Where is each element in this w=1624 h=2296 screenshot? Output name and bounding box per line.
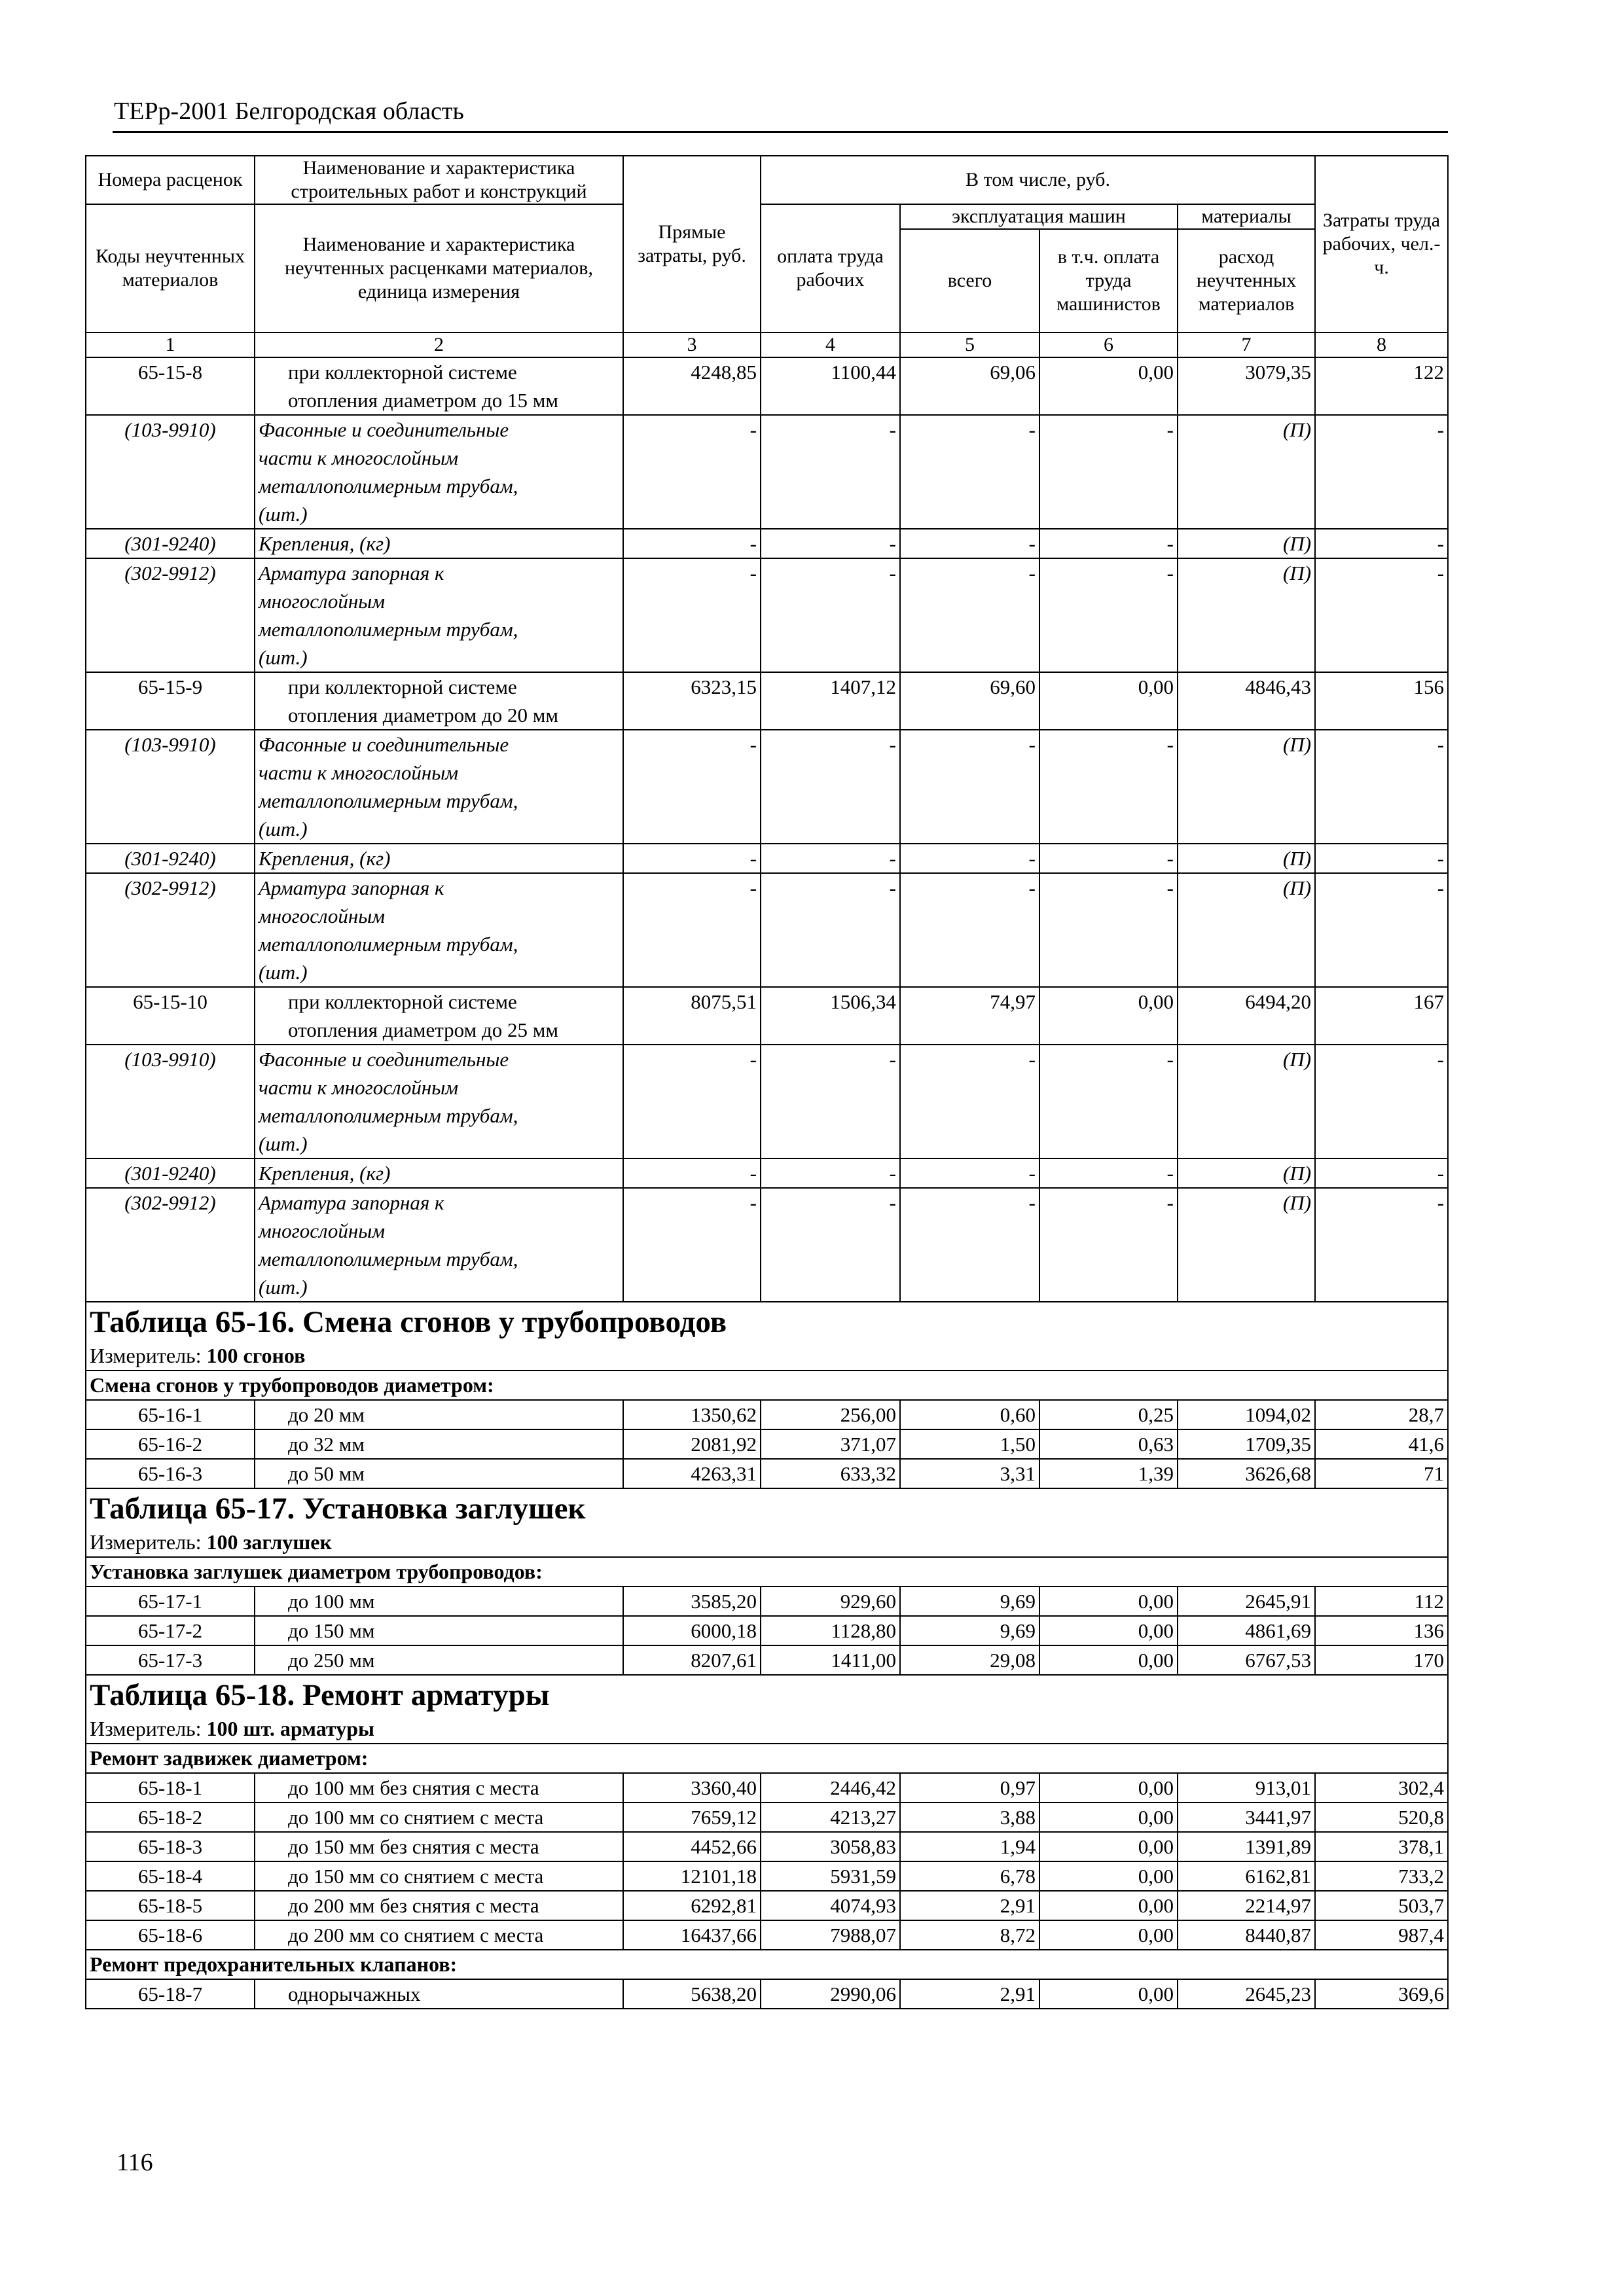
material-code: (301-9240) xyxy=(86,529,255,558)
table-65-18 xyxy=(86,1675,1448,2009)
material-mark: (П) xyxy=(1178,558,1315,672)
machines-labor: 0,00 xyxy=(1039,357,1178,415)
table-row xyxy=(86,1429,1448,1459)
dash: - xyxy=(900,529,1039,558)
rate-code: 65-18-2 xyxy=(86,1803,255,1832)
labor-pay: 1407,12 xyxy=(761,672,900,730)
material-name: Крепления, (кг) xyxy=(255,529,623,558)
machines-labor: 0,00 xyxy=(1039,1616,1178,1645)
machines-total: 1,94 xyxy=(900,1832,1039,1861)
dash: - xyxy=(623,415,761,529)
page-number: 116 xyxy=(117,2149,153,2176)
material-row xyxy=(86,730,1448,844)
dash: - xyxy=(900,415,1039,529)
direct-cost: 16437,66 xyxy=(623,1920,761,1950)
material-row xyxy=(86,529,1448,558)
material-mark: (П) xyxy=(1178,730,1315,844)
table-row xyxy=(86,1400,1448,1429)
col-direct-costs: Прямые затраты, руб. xyxy=(623,156,761,332)
dash: - xyxy=(1039,529,1178,558)
work-name: до 150 мм со снятием с места xyxy=(255,1861,623,1891)
dash: - xyxy=(900,730,1039,844)
dash: - xyxy=(1315,1045,1448,1158)
labor-pay: 3058,83 xyxy=(761,1832,900,1861)
table-row xyxy=(86,1832,1448,1861)
col-work-name: Наименование и характеристика строительных работ и конструкций xyxy=(255,156,623,204)
machines-total: 6,78 xyxy=(900,1861,1039,1891)
direct-cost: 1350,62 xyxy=(623,1400,761,1429)
dash: - xyxy=(1315,558,1448,672)
material-code: (302-9912) xyxy=(86,558,255,672)
labor-hours: 167 xyxy=(1315,987,1448,1045)
labor-pay: 1506,34 xyxy=(761,987,900,1045)
work-name: до 150 мм xyxy=(255,1616,623,1645)
machines-total: 9,69 xyxy=(900,1616,1039,1645)
dash: - xyxy=(623,844,761,873)
dash: - xyxy=(761,1188,900,1302)
rate-code: 65-18-7 xyxy=(86,1979,255,2009)
material-name: Фасонные и соединительные части к многослойным металлополимерным трубам, (шт.) xyxy=(255,730,623,844)
work-name: однорычажных xyxy=(255,1979,623,2009)
dash: - xyxy=(1315,844,1448,873)
work-name: при коллекторной системе отопления диаметром до 25 мм xyxy=(255,987,623,1045)
dash: - xyxy=(900,873,1039,987)
machines-labor: 0,00 xyxy=(1039,1587,1178,1616)
material-mark: (П) xyxy=(1178,844,1315,873)
meter-label: Измеритель: xyxy=(90,1717,202,1740)
table-title: Таблица 65-18. Ремонт арматуры xyxy=(86,1675,1448,1715)
direct-cost: 4452,66 xyxy=(623,1832,761,1861)
dash: - xyxy=(1315,1188,1448,1302)
labor-pay: 1128,80 xyxy=(761,1616,900,1645)
labor-hours: 520,8 xyxy=(1315,1803,1448,1832)
work-name: при коллекторной системе отопления диаметром до 20 мм xyxy=(255,672,623,730)
direct-cost: 3585,20 xyxy=(623,1587,761,1616)
col-labor-costs: Затраты труда рабочих, чел.-ч. xyxy=(1315,156,1448,332)
machines-total: 69,06 xyxy=(900,357,1039,415)
direct-cost: 4248,85 xyxy=(623,357,761,415)
dash: - xyxy=(900,1158,1039,1188)
rate-code: 65-15-10 xyxy=(86,987,255,1045)
dash: - xyxy=(623,1045,761,1158)
dash: - xyxy=(623,558,761,672)
machines-labor: 0,25 xyxy=(1039,1400,1178,1429)
work-name: до 32 мм xyxy=(255,1429,623,1459)
materials-cost: 3626,68 xyxy=(1178,1459,1315,1488)
materials-cost: 4846,43 xyxy=(1178,672,1315,730)
table-header xyxy=(86,156,1448,357)
machines-labor: 0,00 xyxy=(1039,1891,1178,1920)
dash: - xyxy=(761,844,900,873)
rate-code: 65-15-9 xyxy=(86,672,255,730)
dash: - xyxy=(1315,873,1448,987)
rate-code: 65-17-3 xyxy=(86,1645,255,1675)
material-name: Фасонные и соединительные части к многослойным металлополимерным трубам, (шт.) xyxy=(255,1045,623,1158)
table-row xyxy=(86,1587,1448,1616)
material-row xyxy=(86,558,1448,672)
labor-hours: 122 xyxy=(1315,357,1448,415)
col-materials: материалы xyxy=(1178,204,1315,229)
work-name: до 100 мм со снятием с места xyxy=(255,1803,623,1832)
table-row xyxy=(86,1803,1448,1832)
meter-value: 100 сгонов xyxy=(206,1344,306,1367)
machines-labor: 0,00 xyxy=(1039,1773,1178,1803)
materials-cost: 4861,69 xyxy=(1178,1616,1315,1645)
labor-pay: 371,07 xyxy=(761,1429,900,1459)
subsection-title: Ремонт предохранительных клапанов: xyxy=(86,1950,1448,1979)
materials-cost: 913,01 xyxy=(1178,1773,1315,1803)
machines-total: 8,72 xyxy=(900,1920,1039,1950)
dash: - xyxy=(623,529,761,558)
col-num: 4 xyxy=(761,332,900,357)
col-num: 7 xyxy=(1178,332,1315,357)
material-code: (103-9910) xyxy=(86,415,255,529)
rate-code: 65-16-3 xyxy=(86,1459,255,1488)
table-row xyxy=(86,1773,1448,1803)
col-num: 8 xyxy=(1315,332,1448,357)
labor-hours: 369,6 xyxy=(1315,1979,1448,2009)
work-name: до 50 мм xyxy=(255,1459,623,1488)
meter-value: 100 шт. арматуры xyxy=(206,1717,374,1740)
work-name: до 100 мм xyxy=(255,1587,623,1616)
machines-total: 3,88 xyxy=(900,1803,1039,1832)
material-mark: (П) xyxy=(1178,1158,1315,1188)
col-in-that: В том числе, руб. xyxy=(761,156,1315,204)
table-row xyxy=(86,1920,1448,1950)
machines-labor: 0,63 xyxy=(1039,1429,1178,1459)
rate-code: 65-18-4 xyxy=(86,1861,255,1891)
machines-total: 0,97 xyxy=(900,1773,1039,1803)
dash: - xyxy=(1039,844,1178,873)
labor-hours: 170 xyxy=(1315,1645,1448,1675)
table-65-16 xyxy=(86,1302,1448,1488)
machines-total: 1,50 xyxy=(900,1429,1039,1459)
labor-pay: 633,32 xyxy=(761,1459,900,1488)
machines-total: 74,97 xyxy=(900,987,1039,1045)
meter-value: 100 заглушек xyxy=(206,1530,332,1554)
labor-hours: 733,2 xyxy=(1315,1861,1448,1891)
dash: - xyxy=(1315,415,1448,529)
direct-cost: 2081,92 xyxy=(623,1429,761,1459)
material-row xyxy=(86,844,1448,873)
dash: - xyxy=(900,1188,1039,1302)
header-rule xyxy=(113,131,1448,133)
material-name: Крепления, (кг) xyxy=(255,844,623,873)
dash: - xyxy=(900,1045,1039,1158)
col-labor-pay: оплата труда рабочих xyxy=(761,204,900,332)
machines-labor: 0,00 xyxy=(1039,1861,1178,1891)
col-rate-numbers: Номера расценок xyxy=(86,156,255,204)
machines-labor: 0,00 xyxy=(1039,1803,1178,1832)
dash: - xyxy=(761,415,900,529)
col-num: 5 xyxy=(900,332,1039,357)
dash: - xyxy=(1039,1045,1178,1158)
dash: - xyxy=(623,1188,761,1302)
table-row xyxy=(86,987,1448,1045)
labor-pay: 1411,00 xyxy=(761,1645,900,1675)
rate-code: 65-16-1 xyxy=(86,1400,255,1429)
material-code: (103-9910) xyxy=(86,1045,255,1158)
labor-pay: 2990,06 xyxy=(761,1979,900,2009)
material-name: Фасонные и соединительные части к многослойным металлополимерным трубам, (шт.) xyxy=(255,415,623,529)
subsection-title: Установка заглушек диаметром трубопроводов: xyxy=(86,1557,1448,1587)
rate-code: 65-16-2 xyxy=(86,1429,255,1459)
rate-code: 65-18-1 xyxy=(86,1773,255,1803)
materials-cost: 3441,97 xyxy=(1178,1803,1315,1832)
dash: - xyxy=(1315,1158,1448,1188)
labor-hours: 987,4 xyxy=(1315,1920,1448,1950)
direct-cost: 7659,12 xyxy=(623,1803,761,1832)
direct-cost: 4263,31 xyxy=(623,1459,761,1488)
material-code: (301-9240) xyxy=(86,844,255,873)
dash: - xyxy=(1315,529,1448,558)
table-65-17 xyxy=(86,1488,1448,1675)
labor-pay: 7988,07 xyxy=(761,1920,900,1950)
material-row xyxy=(86,873,1448,987)
table-meter xyxy=(86,1528,1448,1557)
direct-cost: 6323,15 xyxy=(623,672,761,730)
direct-cost: 12101,18 xyxy=(623,1861,761,1891)
labor-pay: 4213,27 xyxy=(761,1803,900,1832)
col-materials-use: расход неучтенных материалов xyxy=(1178,229,1315,332)
rate-code: 65-18-6 xyxy=(86,1920,255,1950)
rate-code: 65-15-8 xyxy=(86,357,255,415)
price-table xyxy=(85,155,1449,2009)
machines-total: 9,69 xyxy=(900,1587,1039,1616)
rate-code: 65-18-3 xyxy=(86,1832,255,1861)
col-machines-labor: в т.ч. оплата труда машинистов xyxy=(1039,229,1178,332)
materials-cost: 6162,81 xyxy=(1178,1861,1315,1891)
machines-labor: 0,00 xyxy=(1039,1645,1178,1675)
dash: - xyxy=(761,1045,900,1158)
labor-hours: 378,1 xyxy=(1315,1832,1448,1861)
labor-hours: 28,7 xyxy=(1315,1400,1448,1429)
machines-labor: 0,00 xyxy=(1039,987,1178,1045)
machines-labor: 0,00 xyxy=(1039,1920,1178,1950)
table-row xyxy=(86,672,1448,730)
material-name: Арматура запорная к многослойным металлополимерным трубам, (шт.) xyxy=(255,873,623,987)
material-code: (302-9912) xyxy=(86,1188,255,1302)
labor-pay: 4074,93 xyxy=(761,1891,900,1920)
material-mark: (П) xyxy=(1178,873,1315,987)
material-row xyxy=(86,1188,1448,1302)
col-num: 2 xyxy=(255,332,623,357)
direct-cost: 3360,40 xyxy=(623,1773,761,1803)
materials-cost: 8440,87 xyxy=(1178,1920,1315,1950)
materials-cost: 2645,23 xyxy=(1178,1979,1315,2009)
direct-cost: 8207,61 xyxy=(623,1645,761,1675)
materials-cost: 2645,91 xyxy=(1178,1587,1315,1616)
material-name: Арматура запорная к многослойным металлополимерным трубам, (шт.) xyxy=(255,558,623,672)
material-code: (103-9910) xyxy=(86,730,255,844)
rate-code: 65-17-2 xyxy=(86,1616,255,1645)
table-title: Таблица 65-17. Установка заглушек xyxy=(86,1488,1448,1528)
dash: - xyxy=(1039,1158,1178,1188)
dash: - xyxy=(900,558,1039,672)
table-row xyxy=(86,1979,1448,2009)
col-num: 6 xyxy=(1039,332,1178,357)
dash: - xyxy=(623,1158,761,1188)
direct-cost: 6292,81 xyxy=(623,1891,761,1920)
material-name: Крепления, (кг) xyxy=(255,1158,623,1188)
col-machines-total: всего xyxy=(900,229,1039,332)
dash: - xyxy=(761,730,900,844)
rate-code: 65-18-5 xyxy=(86,1891,255,1920)
work-name: до 200 мм со снятием с места xyxy=(255,1920,623,1950)
work-name: до 20 мм xyxy=(255,1400,623,1429)
col-num: 3 xyxy=(623,332,761,357)
table-row xyxy=(86,1459,1448,1488)
meter-label: Измеритель: xyxy=(90,1530,202,1554)
table-title: Таблица 65-16. Смена сгонов у трубопроводов xyxy=(86,1302,1448,1342)
labor-pay: 256,00 xyxy=(761,1400,900,1429)
dash: - xyxy=(761,529,900,558)
table-row xyxy=(86,1645,1448,1675)
machines-total: 69,60 xyxy=(900,672,1039,730)
direct-cost: 8075,51 xyxy=(623,987,761,1045)
work-name: до 150 мм без снятия с места xyxy=(255,1832,623,1861)
materials-cost: 1391,89 xyxy=(1178,1832,1315,1861)
table-row xyxy=(86,1616,1448,1645)
machines-labor: 0,00 xyxy=(1039,1832,1178,1861)
table-meter xyxy=(86,1715,1448,1744)
material-code: (302-9912) xyxy=(86,873,255,987)
labor-pay: 5931,59 xyxy=(761,1861,900,1891)
materials-cost: 6767,53 xyxy=(1178,1645,1315,1675)
dash: - xyxy=(1039,873,1178,987)
machines-total: 29,08 xyxy=(900,1645,1039,1675)
machines-total: 0,60 xyxy=(900,1400,1039,1429)
dash: - xyxy=(900,844,1039,873)
materials-cost: 2214,97 xyxy=(1178,1891,1315,1920)
direct-cost: 6000,18 xyxy=(623,1616,761,1645)
col-machines: эксплуатация машин xyxy=(900,204,1178,229)
labor-pay: 929,60 xyxy=(761,1587,900,1616)
dash: - xyxy=(761,558,900,672)
material-mark: (П) xyxy=(1178,1188,1315,1302)
material-name: Арматура запорная к многослойным металлополимерным трубам, (шт.) xyxy=(255,1188,623,1302)
dash: - xyxy=(1315,730,1448,844)
work-name: до 250 мм xyxy=(255,1645,623,1675)
labor-hours: 503,7 xyxy=(1315,1891,1448,1920)
dash: - xyxy=(623,730,761,844)
dash: - xyxy=(761,873,900,987)
materials-cost: 1709,35 xyxy=(1178,1429,1315,1459)
table-meter xyxy=(86,1342,1448,1371)
labor-pay: 1100,44 xyxy=(761,357,900,415)
machines-labor: 1,39 xyxy=(1039,1459,1178,1488)
labor-hours: 41,6 xyxy=(1315,1429,1448,1459)
material-mark: (П) xyxy=(1178,529,1315,558)
direct-cost: 5638,20 xyxy=(623,1979,761,2009)
dash: - xyxy=(623,873,761,987)
table-row xyxy=(86,1861,1448,1891)
labor-hours: 112 xyxy=(1315,1587,1448,1616)
machines-labor: 0,00 xyxy=(1039,672,1178,730)
material-mark: (П) xyxy=(1178,415,1315,529)
dash: - xyxy=(1039,558,1178,672)
materials-cost: 6494,20 xyxy=(1178,987,1315,1045)
page-header-title: ТЕРр-2001 Белгородская область xyxy=(114,98,464,125)
machines-total: 2,91 xyxy=(900,1891,1039,1920)
material-row xyxy=(86,1045,1448,1158)
labor-hours: 71 xyxy=(1315,1459,1448,1488)
machines-total: 2,91 xyxy=(900,1979,1039,2009)
labor-hours: 156 xyxy=(1315,672,1448,730)
dash: - xyxy=(1039,415,1178,529)
dash: - xyxy=(1039,730,1178,844)
material-mark: (П) xyxy=(1178,1045,1315,1158)
work-name: до 100 мм без снятия с места xyxy=(255,1773,623,1803)
col-num: 1 xyxy=(86,332,255,357)
materials-cost: 1094,02 xyxy=(1178,1400,1315,1429)
material-code: (301-9240) xyxy=(86,1158,255,1188)
material-row xyxy=(86,415,1448,529)
machines-labor: 0,00 xyxy=(1039,1979,1178,2009)
block-65-15 xyxy=(86,357,1448,1302)
subsection-title: Ремонт задвижек диаметром: xyxy=(86,1744,1448,1773)
dash: - xyxy=(761,1158,900,1188)
col-material-names: Наименование и характеристика неучтенных расценками материалов, единица измерения xyxy=(255,204,623,332)
work-name: до 200 мм без снятия с места xyxy=(255,1891,623,1920)
table-row xyxy=(86,1891,1448,1920)
meter-label: Измеритель: xyxy=(90,1344,202,1367)
dash: - xyxy=(1039,1188,1178,1302)
table-row xyxy=(86,357,1448,415)
work-name: при коллекторной системе отопления диаметром до 15 мм xyxy=(255,357,623,415)
labor-hours: 302,4 xyxy=(1315,1773,1448,1803)
rate-code: 65-17-1 xyxy=(86,1587,255,1616)
material-row xyxy=(86,1158,1448,1188)
col-material-codes: Коды неучтенных материалов xyxy=(86,204,255,332)
labor-pay: 2446,42 xyxy=(761,1773,900,1803)
subsection-title: Смена сгонов у трубопроводов диаметром: xyxy=(86,1371,1448,1400)
machines-total: 3,31 xyxy=(900,1459,1039,1488)
labor-hours: 136 xyxy=(1315,1616,1448,1645)
materials-cost: 3079,35 xyxy=(1178,357,1315,415)
